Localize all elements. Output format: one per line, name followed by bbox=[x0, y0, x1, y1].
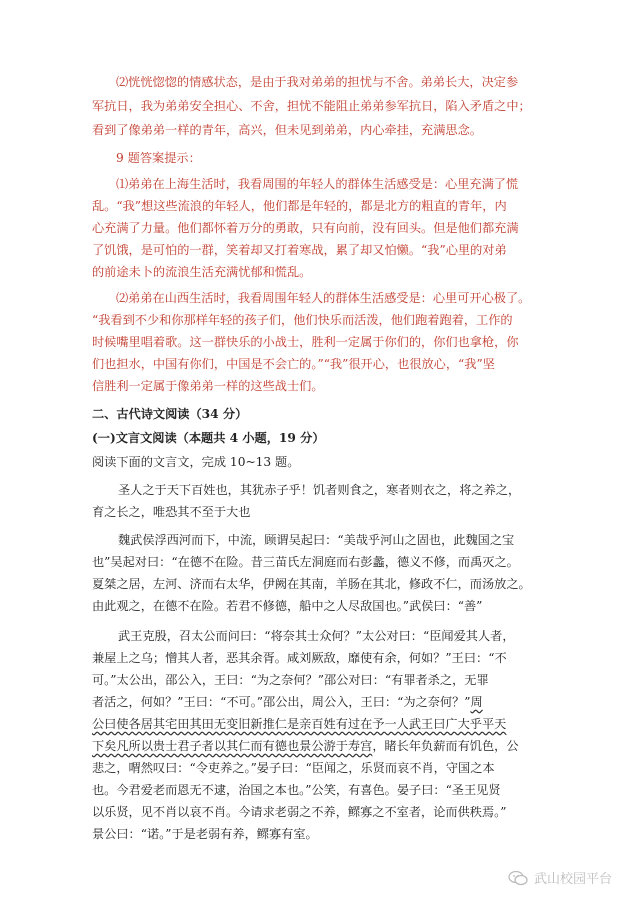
wechat-icon bbox=[508, 870, 528, 886]
text-line: 信胜利一定属于像弟弟一样的这些战士们。 bbox=[92, 379, 324, 393]
text-line: 兼屋上之乌；憎其人者，恶其余胥。咸刘厥敌，靡使有余，何如？”王曰：“不 bbox=[92, 651, 507, 665]
wavy-underline-segment: 周 bbox=[470, 695, 483, 709]
wavy-underline-segment: 下矣凡所以贵士君子者以其仁而有德也景公游于寿宫 bbox=[92, 739, 373, 753]
section-subtitle: (一)文言文阅读（本题共 4 小题，19 分） bbox=[92, 431, 325, 445]
instruction: 阅读下面的文言文，完成 10~13 题。 bbox=[92, 455, 300, 469]
text-line: 由此观之，在德不在险。若君不修德，船中之人尽敌国也。”武侯曰：“善” bbox=[92, 599, 483, 613]
text-line: 圣人之于天下百姓也，其犹赤子乎！饥者则食之，寒者则衣之，将之养之， bbox=[118, 483, 521, 497]
text-line: 也。今君爱老而恩无不逮，治国之本也。”公笑，有喜色。晏子曰：“圣王见贤 bbox=[92, 783, 501, 797]
text-line: 魏武侯浮西河而下，中流，顾谓吴起曰：“美哉乎河山之固也，此魏国之宝 bbox=[118, 533, 515, 547]
text-line: “我看到不少和你那样年轻的孩子们，他们快乐而活泼，他们跑着跑着，工作的 bbox=[92, 313, 513, 327]
text-segment: 者活之，何如？”王曰：“不可。”邵公出，周公入，王曰：“为之奈何？” bbox=[92, 695, 471, 709]
watermark bbox=[508, 868, 612, 887]
text-line: 悲之，喟然叹曰：“令吏养之。”晏子曰：“臣闻之，乐贤而哀不肖，守国之本 bbox=[92, 761, 495, 775]
text-line: 武王克殷，召太公而问曰：“将奈其士众何？”太公对曰：“臣闻爱其人者， bbox=[118, 629, 515, 643]
answer9-heading: 9 题答案提示： bbox=[116, 151, 201, 165]
text-segment: ，睹长年负薪而有饥色，公 bbox=[372, 739, 519, 753]
text-line: 了饥饿，是可怕的一群，笑着却又打着寒战，累了却又怕懒。“我”心里的对弟 bbox=[92, 243, 507, 257]
text-line: 乱。“我”想这些流浪的年轻人，他们都是年轻的，都是北方的粗直的青年，内 bbox=[92, 199, 507, 213]
text-line: 的前途未卜的流浪生活充满忧郁和慌乱。 bbox=[92, 265, 312, 279]
watermark-text: 武山校园平台 bbox=[534, 872, 613, 887]
text-line: 们也担水，中国有你们，中国是不会亡的。”“我”很开心，也很放心，“我”坚 bbox=[92, 357, 495, 371]
text-line: 育之长之，唯恐其不至于大也 bbox=[92, 505, 251, 519]
text-line: 时候嘴里唱着歌。这一群快乐的小战士，胜利一定属于你们的，你们也拿枪，你 bbox=[92, 335, 519, 349]
text-line: 景公曰：“诺。”于是老弱有养，鳏寡有室。 bbox=[92, 827, 318, 841]
text-line: 军抗日，我为弟弟安全担心、不舍，担忧不能阻止弟弟参军抗日，陷入矛盾之中； bbox=[92, 99, 531, 113]
text-line bbox=[92, 692, 483, 712]
text-line: ⑵弟弟在山西生活时，我看周围年轻人的群体生活感受是：心里可开心极了。 bbox=[116, 291, 531, 305]
text-line: 看到了像弟弟一样的青年，高兴，但未见到弟弟，内心牵挂，充满思念。 bbox=[92, 123, 482, 137]
wavy-underline-line: 公曰使各居其宅田其田无变旧新推仁是亲百姓有过在予一人武王曰广大乎平天 bbox=[92, 717, 507, 731]
text-line: 可。”太公出，邵公入，王曰：“为之奈何？”邵公对曰：“有罪者杀之，无罪 bbox=[92, 673, 489, 687]
section-title: 二、古代诗文阅读（34 分） bbox=[92, 407, 248, 421]
text-line: 夏桀之居，左河、济而右太华，伊阙在其南，羊肠在其北，修政不仁，而汤放之。 bbox=[92, 577, 531, 591]
text-line: ⑴弟弟在上海生活时，我看周围的年轻人的群体生活感受是：心里充满了慌 bbox=[116, 177, 519, 191]
text-line: 心充满了力量。他们都怀着万分的勇敢，只有向前，没有回头。但是他们都充满 bbox=[92, 221, 519, 235]
text-line: 以乐贤，见不肖以哀不肖。今请求老弱之不养，鳏寡之不室者，论而供秩焉。” bbox=[92, 805, 507, 819]
text-line: ⑵恍恍惚惚的情感状态，是由于我对弟弟的担忧与不舍。弟弟长大，决定参 bbox=[116, 75, 519, 89]
text-line: 也”吴起对曰：“在德不在险。昔三苗氏左洞庭而右彭蠡，德义不修，而禹灭之。 bbox=[92, 555, 519, 569]
text-line bbox=[92, 736, 519, 756]
